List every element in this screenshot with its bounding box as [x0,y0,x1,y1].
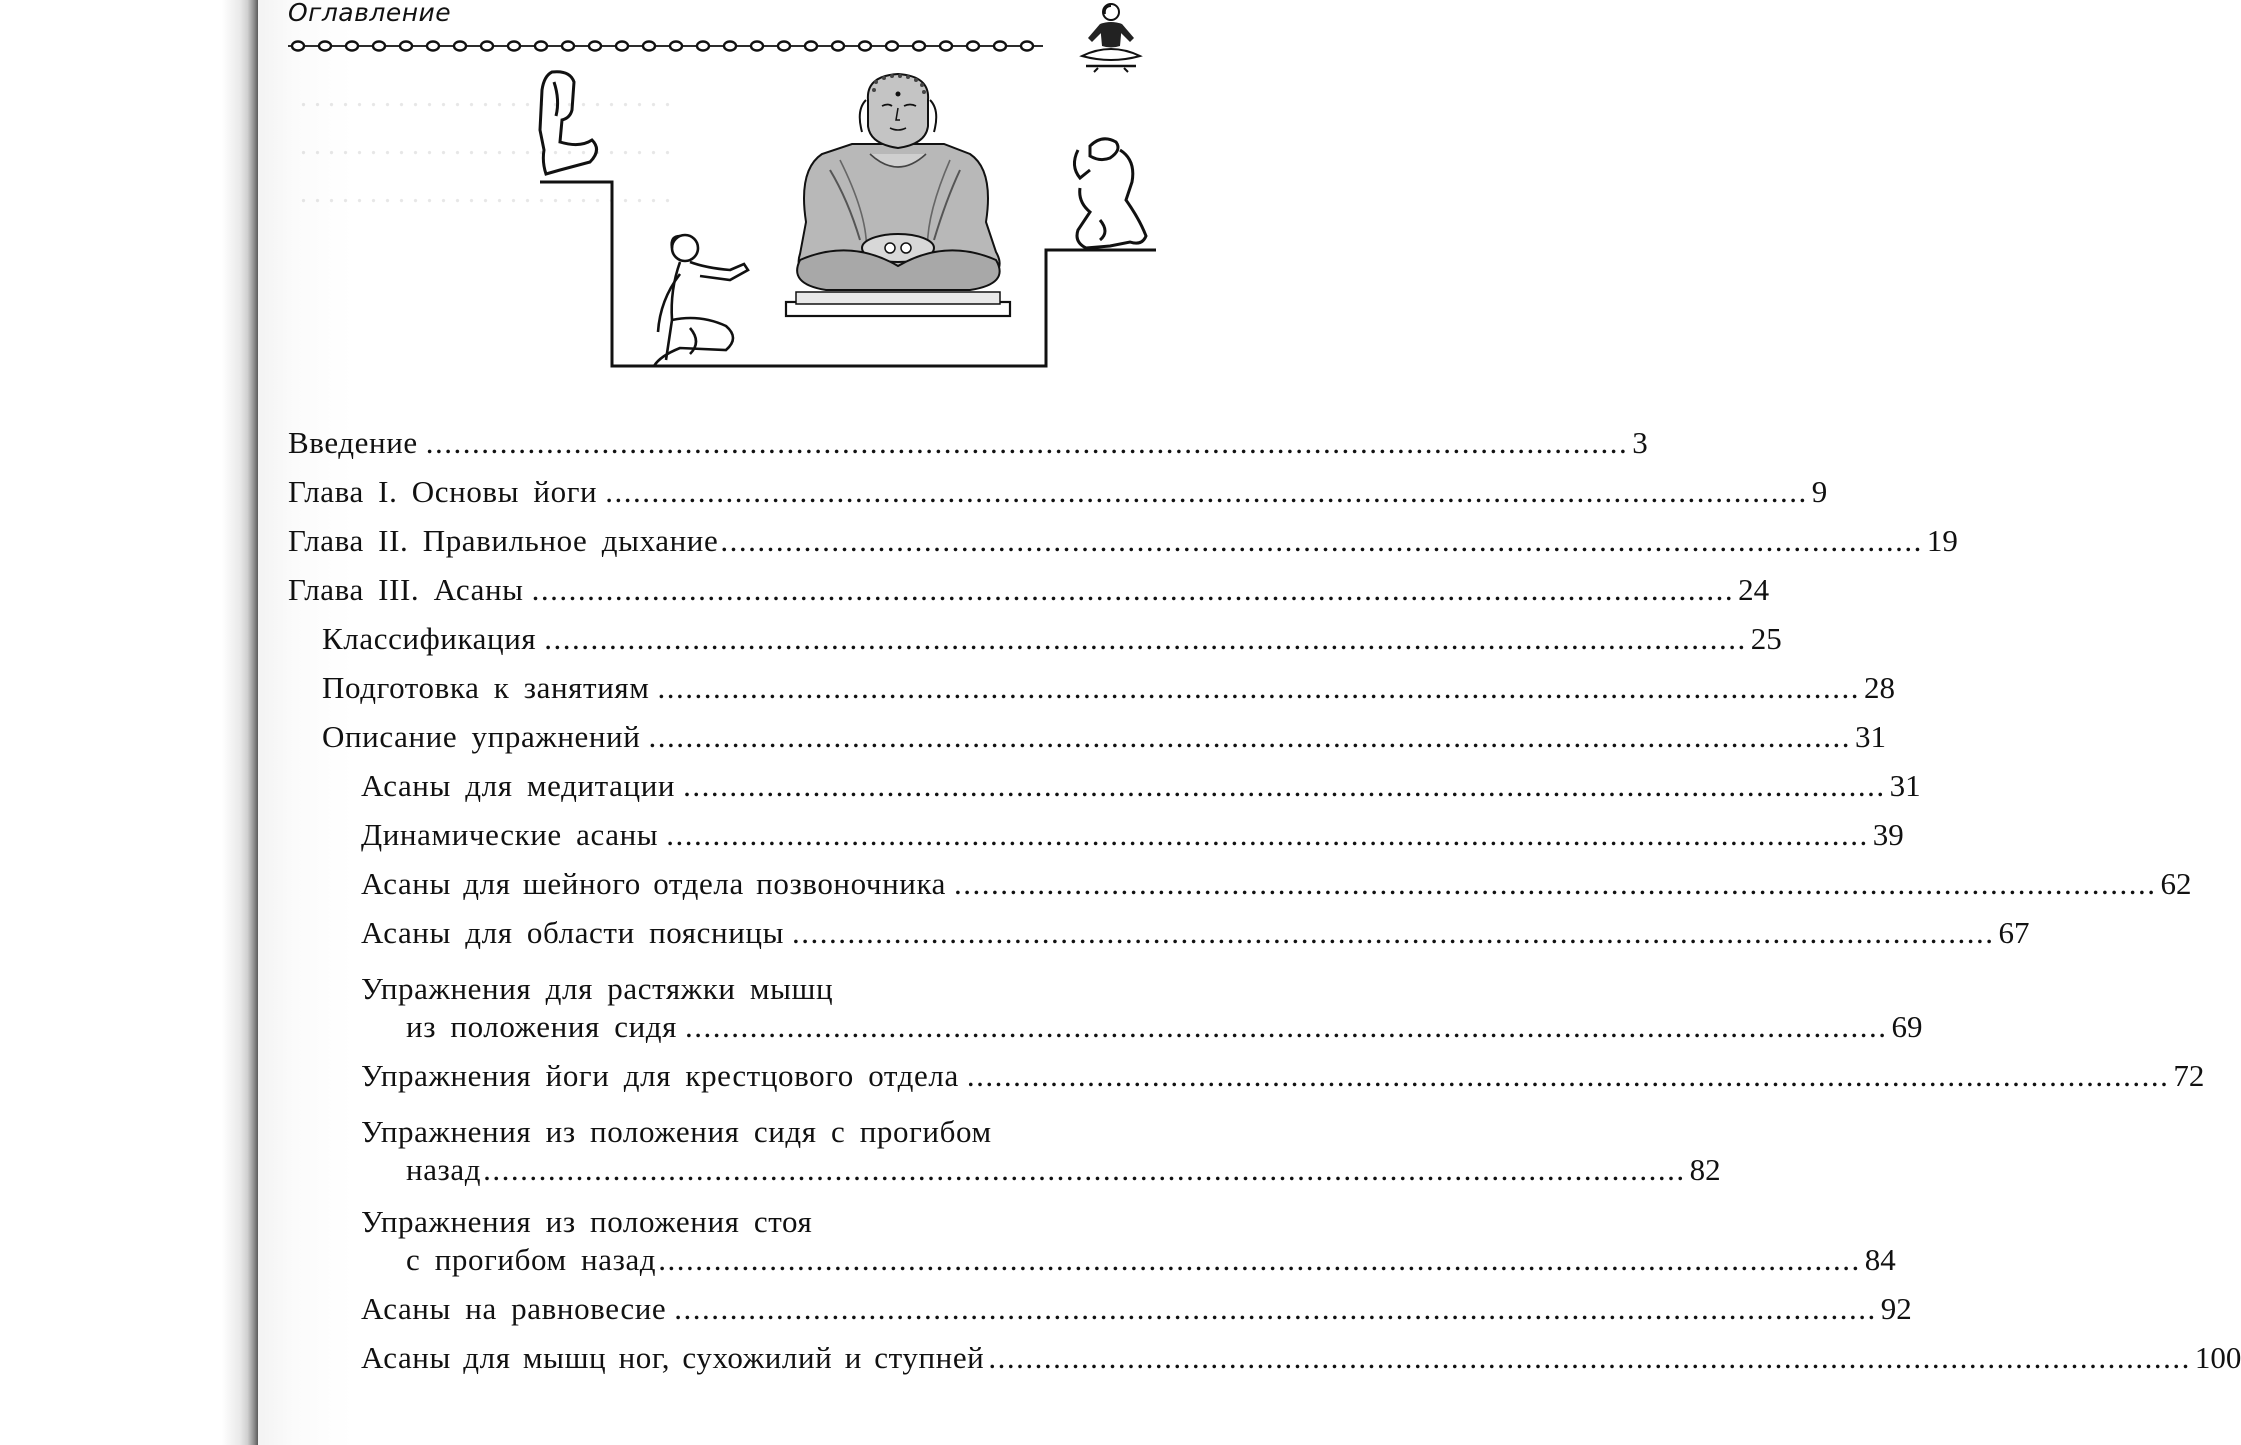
toc-entry[interactable] [361,817,1904,861]
toc-entry-page: 62 [2160,866,2192,901]
toc-entry[interactable] [361,1291,1912,1335]
chain-link [643,42,655,51]
toc-entry-continuation: с прогибом назад [406,1242,657,1277]
chain-link [1021,42,1033,51]
toc-entry[interactable] [406,1242,1896,1286]
toc-leader-dots: .................................................................................................................................. [605,474,1808,509]
toc-entry[interactable] [361,768,1921,812]
chain-link [832,42,844,51]
toc-entry[interactable] [322,670,1895,714]
toc-entry-label: Асаны для шейного отдела позвоночника [361,866,947,901]
chain-link [805,42,817,51]
toc-entry-page: 25 [1750,621,1782,656]
toc-leader-dots: .................................................................................................................................. [657,670,1860,705]
toc-entry-continuation: из положения сидя [406,1009,678,1044]
toc-entry[interactable] [288,572,1770,616]
toc-leader-dots: .................................................................................................................................. [685,1009,1888,1044]
chain-divider-icon [288,36,1048,56]
toc-leader-dots: .................................................................................................................................. [531,572,1735,607]
chain-link [967,42,979,51]
toc-entry-page: 31 [1889,768,1921,803]
chain-link [697,42,709,51]
toc-entry-page: 19 [1926,523,1958,558]
toc-entry[interactable] [406,1152,1721,1196]
toc-leader-dots: .................................................................................................................................. [666,817,1869,852]
toc-entry-label: Упражнения йоги для крестцового отдела [361,1058,959,1093]
toc-entry[interactable] [322,621,1782,665]
toc-entry-page: 9 [1811,474,1828,509]
toc-entry[interactable] [361,866,2192,910]
toc-leader-dots: .................................................................................................................................. [792,915,1995,950]
toc-entry-page: 39 [1872,817,1904,852]
chain-link [562,42,574,51]
chain-link [670,42,682,51]
toc-entry-label[interactable]: Упражнения для растяжки мышц [361,971,834,1006]
toc-entry[interactable] [322,719,1886,763]
toc-entry-label: Динамические асаны [361,817,659,852]
buddha-illustration [530,70,1160,380]
chain-link [886,42,898,51]
toc-entry[interactable] [288,474,1828,518]
toc-entry-label[interactable]: Упражнения из положения стоя [361,1204,813,1239]
chain-link [778,42,790,51]
toc-entry-label: Асаны для мышц ног, сухожилий и ступней [361,1340,985,1375]
toc-entry-page: 84 [1864,1242,1896,1277]
chain-link [616,42,628,51]
toc-entry-label: Глава III. Асаны [288,572,524,607]
seated-figure-icon [654,235,748,366]
toc-leader-dots: .................................................................................................................................. [674,1291,1877,1326]
toc-entry-page: 67 [1998,915,2030,950]
toc-leader-dots: .................................................................................................................................. [954,866,2157,901]
chain-link [481,42,493,51]
toc-leader-dots: .................................................................................................................................. [966,1058,2170,1093]
toc-entry-page: 82 [1689,1152,1721,1187]
bleed-through-text: . . . . . . . . . . . . . . . . . . . . . . . . . . . [300,82,671,113]
chain-link [859,42,871,51]
toc-entry-label: Классификация [322,621,537,656]
toc-leader-dots: .................................................................................................................................. [544,621,1747,656]
toc-entry-label: Асаны на равновесие [361,1291,667,1326]
chain-link [319,42,331,51]
toc-leader-dots: .................................................................................................................................. [658,1242,1861,1277]
toc-entry[interactable] [406,1009,1923,1053]
toc-leader-dots: .................................................................................................................................. [483,1152,1686,1187]
section-title: Оглавление [288,0,452,27]
chain-link [535,42,547,51]
chain-link [292,42,304,51]
toc-entry-label: Асаны для медитации [361,768,676,803]
toc-entry-label: Введение [288,425,418,460]
toc-entry-label: Глава II. Правильное дыхание [288,523,719,558]
chain-link [346,42,358,51]
bleed-through-text: . . . . . . . . . . . . . . . . . . . . . . . . . . . [300,178,671,209]
toc-leader-dots: .................................................................................................................................. [720,523,1923,558]
toc-entry[interactable] [288,523,1958,567]
chain-link [589,42,601,51]
chain-link [751,42,763,51]
toc-entry-page: 31 [1854,719,1886,754]
toc-entry-page: 28 [1863,670,1895,705]
toc-entry[interactable] [288,425,1648,469]
chain-link [400,42,412,51]
book-spine [0,0,258,1445]
buddha-statue-icon [786,74,1010,316]
toc-entry[interactable] [361,1058,2205,1102]
toc-entry-page: 100 [2194,1340,2241,1375]
chain-link [427,42,439,51]
toc-leader-dots: .................................................................................................................................. [648,719,1851,754]
chain-link [994,42,1006,51]
chain-link [940,42,952,51]
twisting-figure-icon [1074,139,1146,248]
bleed-through-text: . . . . . . . . . . . . . . . . . . . . . . . . . . . [300,130,671,161]
toc-entry-page: 24 [1738,572,1770,607]
toc-entry-page: 69 [1891,1009,1923,1044]
toc-entry-page: 92 [1880,1291,1912,1326]
toc-leader-dots: .................................................................................................................................. [683,768,1886,803]
toc-entry-label: Описание упражнений [322,719,641,754]
toc-leader-dots: .................................................................................................................................. [988,1340,2191,1375]
toc-entry-label: Асаны для области поясницы [361,915,785,950]
chain-link [724,42,736,51]
toc-entry-page: 3 [1632,425,1648,460]
yogi-lotus-icon [1076,2,1146,72]
chain-link [373,42,385,51]
toc-entry-page: 72 [2173,1058,2205,1093]
toc-entry-label: Глава I. Основы йоги [288,474,598,509]
toc-entry[interactable] [361,1340,2241,1384]
chain-link [913,42,925,51]
kneeling-figure-icon [540,72,597,174]
chain-link [454,42,466,51]
toc-leader-dots: .................................................................................................................................. [425,425,1629,460]
chain-link [508,42,520,51]
toc-entry-label: Подготовка к занятиям [322,670,650,705]
toc-entry[interactable] [361,915,2030,959]
toc-entry-label[interactable]: Упражнения из положения сидя с прогибом [361,1114,992,1149]
toc-entry-continuation: назад [406,1152,482,1187]
